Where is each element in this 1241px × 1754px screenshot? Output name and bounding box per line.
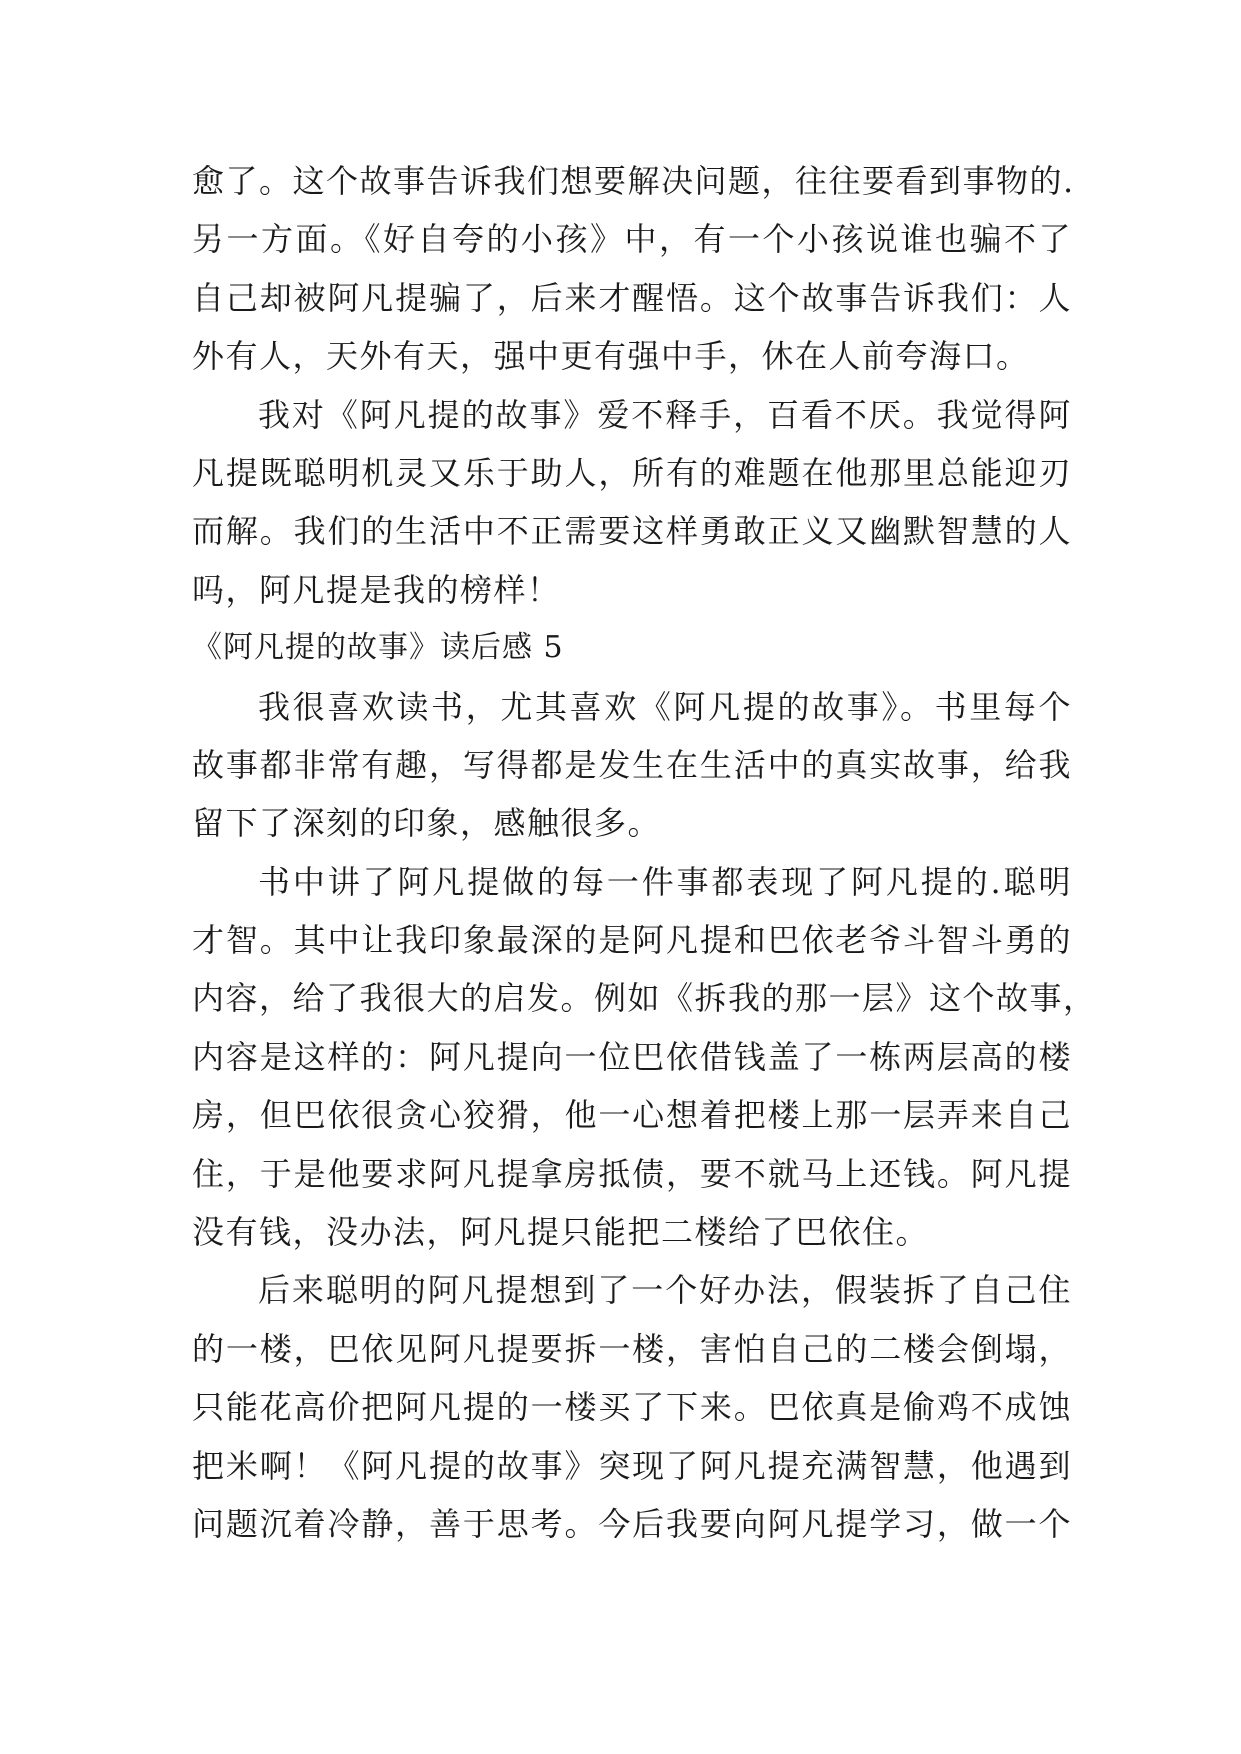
text-line: 外有人，天外有天，强中更有强中手，休在人前夸海口。: [192, 337, 1030, 376]
text-line: 才智。其中让我印象最深的是阿凡提和巴依老爷斗智斗勇的: [192, 921, 1072, 960]
text-line: 只能花高价把阿凡提的一楼买了下来。巴依真是偷鸡不成蚀: [192, 1388, 1072, 1427]
text-line: 另一方面。《好自夸的小孩》中，有一个小孩说谁也骗不了: [192, 220, 1072, 259]
text-line: 问题沉着冷静，善于思考。今后我要向阿凡提学习，做一个: [192, 1504, 1072, 1543]
text-line: 把米啊！《阿凡提的故事》突现了阿凡提充满智慧，他遇到: [192, 1446, 1072, 1485]
text-line: 而解。我们的生活中不正需要这样勇敢正义又幽默智慧的人: [192, 512, 1072, 551]
paragraph-first-line: 我对《阿凡提的故事》爱不释手，百看不厌。我觉得阿: [258, 395, 1072, 434]
paragraph-first-line: 我很喜欢读书，尤其喜欢《阿凡提的故事》。书里每个: [258, 687, 1072, 726]
text-line: 的一楼，巴依见阿凡提要拆一楼，害怕自己的二楼会倒塌，: [192, 1329, 1072, 1368]
text-line: 吗，阿凡提是我的榜样！: [192, 570, 561, 609]
text-line: 故事都非常有趣，写得都是发生在生活中的真实故事，给我: [192, 745, 1072, 784]
article-body: [192, 152, 1097, 1553]
text-line: 内容，给了我很大的启发。例如《拆我的那一层》这个故事，: [192, 979, 1097, 1018]
text-line: 愈了。这个故事告诉我们想要解决问题，往往要看到事物的.: [192, 162, 1075, 200]
text-line: 自己却被阿凡提骗了，后来才醒悟。这个故事告诉我们：人: [192, 278, 1072, 317]
paragraph-first-line: 后来聪明的阿凡提想到了一个好办法，假装拆了自己住: [258, 1271, 1072, 1310]
paragraph-first-line: 书中讲了阿凡提做的每一件事都表现了阿凡提的.聪明: [258, 862, 1072, 901]
text-line: 住，于是他要求阿凡提拿房抵债，要不就马上还钱。阿凡提: [192, 1154, 1072, 1193]
text-line: 凡提既聪明机灵又乐于助人，所有的难题在他那里总能迎刃: [192, 453, 1072, 492]
text-line: 内容是这样的：阿凡提向一位巴依借钱盖了一栋两层高的楼: [192, 1037, 1072, 1076]
text-line: 房，但巴依很贪心狡猾，他一心想着把楼上那一层弄来自己: [192, 1096, 1072, 1135]
text-line: 没有钱，没办法，阿凡提只能把二楼给了巴依住。: [192, 1213, 930, 1252]
text-line: 留下了深刻的印象，感触很多。: [192, 804, 662, 843]
section-heading: 《阿凡提的故事》读后感 5: [192, 630, 564, 666]
